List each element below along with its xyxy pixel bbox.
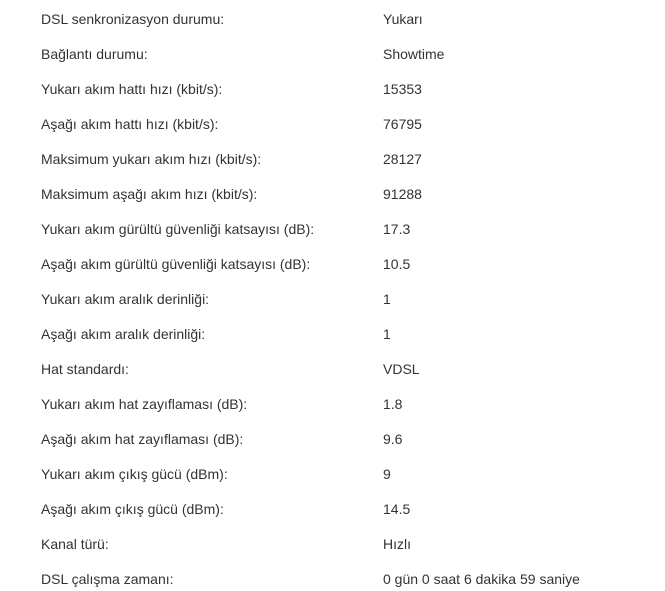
status-value: 1.8 — [383, 396, 403, 412]
status-value: 76795 — [383, 116, 422, 132]
status-label: DSL senkronizasyon durumu: — [41, 11, 225, 27]
status-row-downstream-rate — [0, 115, 665, 150]
status-label: DSL çalışma zamanı: — [41, 571, 174, 587]
status-row-channel-type — [0, 535, 665, 570]
status-value: 9.6 — [383, 431, 403, 447]
status-row-line-standard — [0, 360, 665, 395]
status-row-upstream-rate — [0, 80, 665, 115]
status-row-downstream-interleave-depth — [0, 325, 665, 360]
status-value: 1 — [383, 291, 391, 307]
status-row-dsl-uptime — [0, 570, 665, 591]
status-row-max-downstream-rate — [0, 185, 665, 220]
status-value: Hızlı — [383, 536, 411, 552]
status-label: Maksimum yukarı akım hızı (kbit/s): — [41, 151, 262, 167]
status-value: 10.5 — [383, 256, 411, 272]
status-value: 14.5 — [383, 501, 411, 517]
status-label: Bağlantı durumu: — [41, 46, 148, 62]
status-value: 0 gün 0 saat 6 dakika 59 saniye — [383, 571, 580, 587]
status-label: Aşağı akım gürültü güvenliği katsayısı (dB): — [41, 256, 311, 272]
status-row-downstream-noise-margin — [0, 255, 665, 290]
status-row-downstream-attenuation — [0, 430, 665, 465]
status-label: Yukarı akım hat zayıflaması (dB): — [41, 396, 248, 412]
status-label: Maksimum aşağı akım hızı (kbit/s): — [41, 186, 258, 202]
status-label: Aşağı akım çıkış gücü (dBm): — [41, 501, 224, 517]
status-label: Aşağı akım hattı hızı (kbit/s): — [41, 116, 219, 132]
status-value: 28127 — [383, 151, 422, 167]
status-label: Kanal türü: — [41, 536, 109, 552]
status-label: Yukarı akım gürültü güvenliği katsayısı (dB): — [41, 221, 315, 237]
status-value: 1 — [383, 326, 391, 342]
status-value: Showtime — [383, 46, 445, 62]
status-value: 9 — [383, 466, 391, 482]
status-row-dsl-sync — [0, 10, 665, 45]
status-row-downstream-output-power — [0, 500, 665, 535]
status-row-upstream-output-power — [0, 465, 665, 500]
status-label: Yukarı akım hattı hızı (kbit/s): — [41, 81, 223, 97]
status-label: Hat standardı: — [41, 361, 129, 377]
status-label: Yukarı akım aralık derinliği: — [41, 291, 210, 307]
status-value: VDSL — [383, 361, 420, 377]
status-label: Aşağı akım aralık derinliği: — [41, 326, 206, 342]
status-row-upstream-noise-margin — [0, 220, 665, 255]
status-value: 17.3 — [383, 221, 411, 237]
status-value: 91288 — [383, 186, 422, 202]
status-value: 15353 — [383, 81, 422, 97]
status-row-upstream-attenuation — [0, 395, 665, 430]
status-row-connection-state — [0, 45, 665, 80]
status-row-max-upstream-rate — [0, 150, 665, 185]
status-row-upstream-interleave-depth — [0, 290, 665, 325]
status-label: Aşağı akım hat zayıflaması (dB): — [41, 431, 244, 447]
status-value: Yukarı — [383, 11, 423, 27]
status-label: Yukarı akım çıkış gücü (dBm): — [41, 466, 228, 482]
